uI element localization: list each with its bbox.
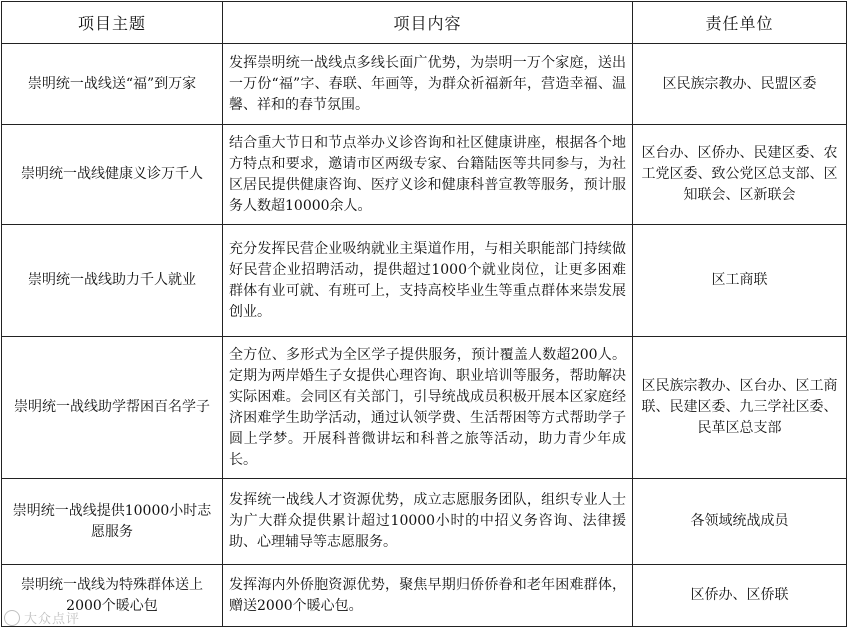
row-unit: 各领域统战成员 (633, 479, 847, 565)
header-content: 项目内容 (223, 2, 633, 44)
row-topic: 崇明统一战线为特殊群体送上2000个暖心包 (2, 565, 223, 627)
row-unit: 区民族宗教办、区台办、区工商联、民建区委、九三学社区委、民革区总支部 (633, 337, 847, 479)
row-topic: 崇明统一战线助学帮困百名学子 (2, 337, 223, 479)
watermark-logo-icon (4, 610, 20, 626)
watermark (4, 608, 80, 627)
table-row (2, 44, 847, 125)
table-row (2, 225, 847, 337)
row-topic: 崇明统一战线助力千人就业 (2, 225, 223, 337)
row-topic: 崇明统一战线提供10000小时志愿服务 (2, 479, 223, 565)
header-topic: 项目主题 (2, 2, 223, 44)
row-content: 发挥海内外侨胞资源优势，聚焦早期归侨侨眷和老年困难群体，赠送2000个暖心包。 (223, 565, 633, 627)
table-row (2, 337, 847, 479)
table-header-row (2, 2, 847, 44)
table-row (2, 479, 847, 565)
row-unit: 区工商联 (633, 225, 847, 337)
header-unit: 责任单位 (633, 2, 847, 44)
row-content: 发挥崇明统一战线点多线长面广优势，为崇明一万个家庭，送出一万份“福”字、春联、年画等，为群众祈福新年，营造幸福、温馨、祥和的春节氛围。 (223, 44, 633, 125)
row-unit: 区侨办、区侨联 (633, 565, 847, 627)
row-topic: 崇明统一战线健康义诊万千人 (2, 125, 223, 225)
row-content: 发挥统一战线人才资源优势，成立志愿服务团队，组织专业人士为广大群众提供累计超过10000小时的中招义务咨询、法律援助、心理辅导等志愿服务。 (223, 479, 633, 565)
row-content: 结合重大节日和节点举办义诊咨询和社区健康讲座，根据各个地方特点和要求，邀请市区两级专家、台籍陆医等共同参与，为社区居民提供健康咨询、医疗义诊和健康科普宣教等服务，预计服务人数超10000余人。 (223, 125, 633, 225)
table-row (2, 125, 847, 225)
table-row (2, 565, 847, 627)
row-topic: 崇明统一战线送“福”到万家 (2, 44, 223, 125)
row-unit: 区民族宗教办、民盟区委 (633, 44, 847, 125)
row-unit: 区台办、区侨办、民建区委、农工党区委、致公党区总支部、区知联会、区新联会 (633, 125, 847, 225)
watermark-text: 大众点评 (24, 612, 81, 627)
row-content: 全方位、多形式为全区学子提供服务，预计覆盖人数超200人。定期为两岸婚生子女提供心理咨询、职业培训等服务，帮助解决实际困难。会同区有关部门，引导统战成员积极开展本区家庭经济困难学生助学活动，通过认领学费、生活帮困等方式帮助学子圆上学梦。开展科普微讲坛和科普之旅等活动，助力青少年成长。 (223, 337, 633, 479)
project-table (1, 1, 847, 627)
row-content: 充分发挥民营企业吸纳就业主渠道作用，与相关职能部门持续做好民营企业招聘活动，提供超过1000个就业岗位，让更多困难群体有业可就、有班可上，支持高校毕业生等重点群体来崇发展创业。 (223, 225, 633, 337)
